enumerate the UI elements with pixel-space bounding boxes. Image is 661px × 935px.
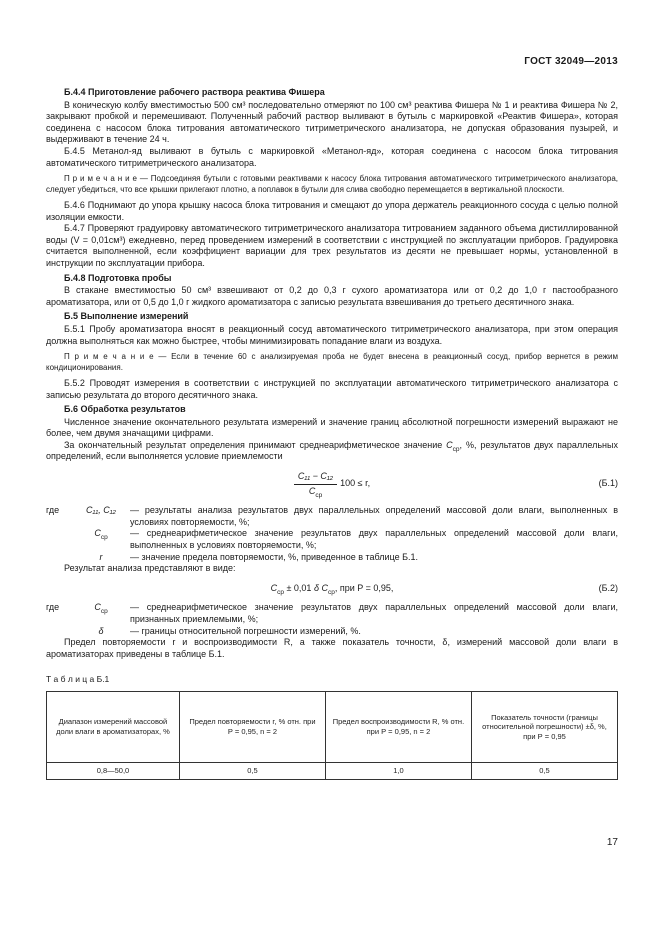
definition-term: C₁₁, C₁₂ — [86, 505, 116, 516]
definition-term: r — [99, 551, 103, 562]
definition-description: — значение предела повторяемости, %, приведенное в таблице Б.1. — [130, 551, 419, 562]
table-cell-range: 0,8—50,0 — [47, 762, 180, 779]
paragraph-b45: Б.4.5 Метанол-яд выливают в бутыль с маркировкой «Метанол-яд», которая соединена с насосом блока титрования автоматического титриметрического анализатора. — [46, 145, 618, 168]
formula-b2-expression — [271, 583, 394, 595]
formula-b1-label: (Б.1) — [598, 478, 618, 489]
definition-row — [46, 552, 618, 564]
table-cell-accuracy: 0,5 — [471, 762, 617, 779]
paragraph-b51: Б.5.1 Пробу ароматизатора вносят в реакционный сосуд автоматического титриметрического анализатора, при этом операция должна выполняться как можно быстрее, чтобы минимизировать попадание влаги из воздуха. — [46, 323, 618, 346]
definition-row — [46, 626, 618, 638]
table-header-cell-repeatability: Предел повторяемости r, % отн. при Р = 0,95, n = 2 — [179, 691, 325, 762]
table-b1 — [46, 691, 618, 780]
indent-spacer — [46, 528, 72, 551]
variable-delta: δ — [313, 582, 322, 593]
variable-c-subscript: ср — [100, 608, 108, 616]
formula-b2-label: (Б.2) — [598, 582, 618, 593]
paragraph-text: , %, результатов двух параллельных определений, если выполняется условие приемлемости — [46, 439, 618, 462]
paragraph-result: Результат анализа представляют в виде: — [64, 563, 236, 574]
paragraph-text: За окончательный результат определения принимают среднеарифметическое значение — [64, 439, 447, 450]
page-number: 17 — [606, 837, 618, 848]
section-heading-b5: Б.5 Выполнение измерений — [64, 311, 189, 322]
doc-number: ГОСТ 32049—2013 — [524, 56, 618, 67]
paragraph-b46: Б.4.6 Поднимают до упора крышку насоса блока титрования и смещают до упора держатель реакционного сосуда с целью полной изоляции емкости. — [46, 199, 618, 222]
definition-row — [46, 602, 618, 625]
table-cell-reproducibility: 1,0 — [325, 762, 471, 779]
note-2: П р и м е ч а н и е — Если в течение 60 с анализируемая проба не будет внесена в реакционный сосуд, прибор вернется в режим кондиционирования. — [46, 352, 618, 372]
formula-tail: , при P = 0,95, — [334, 582, 394, 593]
table-header-cell-accuracy: Показатель точности (границы относительной погрешности) ±δ, %, при Р = 0,95 — [471, 691, 617, 762]
where-label: где — [46, 602, 60, 613]
indent-spacer — [46, 552, 72, 564]
formula-text — [271, 583, 394, 595]
paragraph-b48: В стакане вместимостью 50 см³ взвешивают от 0,2 до 0,3 г сухого ароматизатора или от 0,2 до 1,0 г пастообразного ароматизатора, или от 0,5 до 1,0 г жидкого ароматизатора с записью результата взвешивания до третьего десятичного знака. — [46, 285, 618, 307]
variable-c: C — [94, 528, 101, 539]
definition-description: — границы относительной погрешности измерений, %. — [130, 625, 361, 636]
operator: ± 0,01 — [283, 582, 314, 593]
definition-row — [46, 528, 618, 551]
table-header-row — [47, 691, 618, 762]
section-heading-b44: Б.4.4 Приготовление рабочего раствора реактива Фишера — [64, 87, 325, 97]
paragraph-b6-1: Численное значение окончательного результата измерений и значение границ абсолютной погрешности измерений выражают не более, чем двумя значащими цифрами. — [46, 416, 618, 439]
paragraph-b47: Б.4.7 Проверяют градуировку автоматического титриметрического анализатора титрованием заданного объема дистиллированной воды (V = 0,01см³) ежедневно, перед проведением измерений в соответствии с инструкцией по эксплуатации приборов. Градуировка считается выполненной, если коэффициент вариации для трех результатов из десяти не превышает нормы, установленной в инструкции по эксплуатации прибора. — [46, 223, 618, 268]
definition-term — [72, 528, 130, 551]
note-1: П р и м е ч а н и е — Подсоединяя бутыли с готовыми реактивами к насосу блока титрования автоматического титриметрического анализатора, следует убедиться, что все крышки прилегают плотно, а поплавок в бутыли для слива свободно перемещается в вертикальной плоскости. — [46, 174, 618, 194]
variable-c: C — [446, 439, 453, 450]
formula-b2 — [46, 583, 618, 595]
formula-b1 — [46, 471, 618, 497]
formula-b1-expression — [294, 471, 370, 497]
formula-tail: 100 ≤ r, — [340, 478, 371, 489]
variable-c: C — [270, 582, 278, 593]
document-content — [46, 84, 618, 780]
table-cell-repeatability: 0,5 — [179, 762, 325, 779]
definition-description: — среднеарифметическое значение результатов двух параллельных определений массовой доли влаги, признанных приемлемыми, %; — [130, 602, 618, 624]
where-label: где — [46, 505, 60, 516]
fraction — [294, 471, 337, 497]
definition-description: — результаты анализа результатов двух параллельных определений массовой доли влаги, выполненных в условиях повторяемости, %; — [130, 505, 618, 527]
variable-c-subscript: ср — [100, 534, 108, 542]
fraction-denominator — [294, 485, 337, 498]
table-header-cell-reproducibility: Предел воспроизводимости R, % отн. при Р = 0,95, n = 2 — [325, 691, 471, 762]
paragraph-b6-2 — [46, 440, 618, 463]
table-row — [47, 762, 618, 779]
fraction-numerator: C₁₁ − C₁₂ — [294, 471, 337, 485]
indent-spacer — [46, 626, 72, 638]
paragraph-b52: Б.5.2 Проводят измерения в соответствии с инструкцией по эксплуатации автоматического титриметрического анализатора с записью результата до второго десятичного знака. — [46, 377, 618, 400]
section-heading-b48: Б.4.8 Подготовка пробы — [64, 272, 172, 283]
table-caption: Т а б л и ц а Б.1 — [46, 674, 110, 685]
variable-c-subscript: ср — [327, 588, 335, 596]
section-heading-b6: Б.6 Обработка результатов — [64, 404, 186, 415]
variable-c: C — [321, 582, 328, 593]
variable-c-subscript: ср — [452, 445, 460, 453]
definition-term — [72, 602, 130, 625]
definition-row — [46, 505, 618, 528]
variable-c-subscript: ср — [315, 491, 323, 499]
variable-c: C — [308, 485, 316, 496]
variable-c-subscript: ср — [277, 588, 284, 596]
paragraph-b44: В коническую колбу вместимостью 500 см³ последовательно отмеряют по 100 см³ реактива Фишера № 1 и реактива Фишера № 2, закрывают пробкой и перемешивают. Полученный рабочий раствор выливают в бутыль с маркировкой «Реактив Фишера», которая соединена с насосом блока титрования автоматического титриметрического анализатора, не допуская образования пузырей, и выдерживают в течение 24 ч. — [46, 99, 618, 145]
definition-term: δ — [98, 625, 104, 636]
definition-description: — среднеарифметическое значение результатов двух параллельных определений массовой доли влаги, выполненных в условиях повторяемости, %; — [130, 528, 618, 551]
table-header-cell-range: Диапазон измерений массовой доли влаги в ароматизаторах, % — [47, 691, 180, 762]
paragraph-final: Предел повторяемости r и воспроизводимости R, а также показатель точности, δ, измерений массовой доли влаги в ароматизаторах приведены в таблице Б.1. — [46, 637, 618, 659]
variable-c: C — [94, 602, 101, 613]
